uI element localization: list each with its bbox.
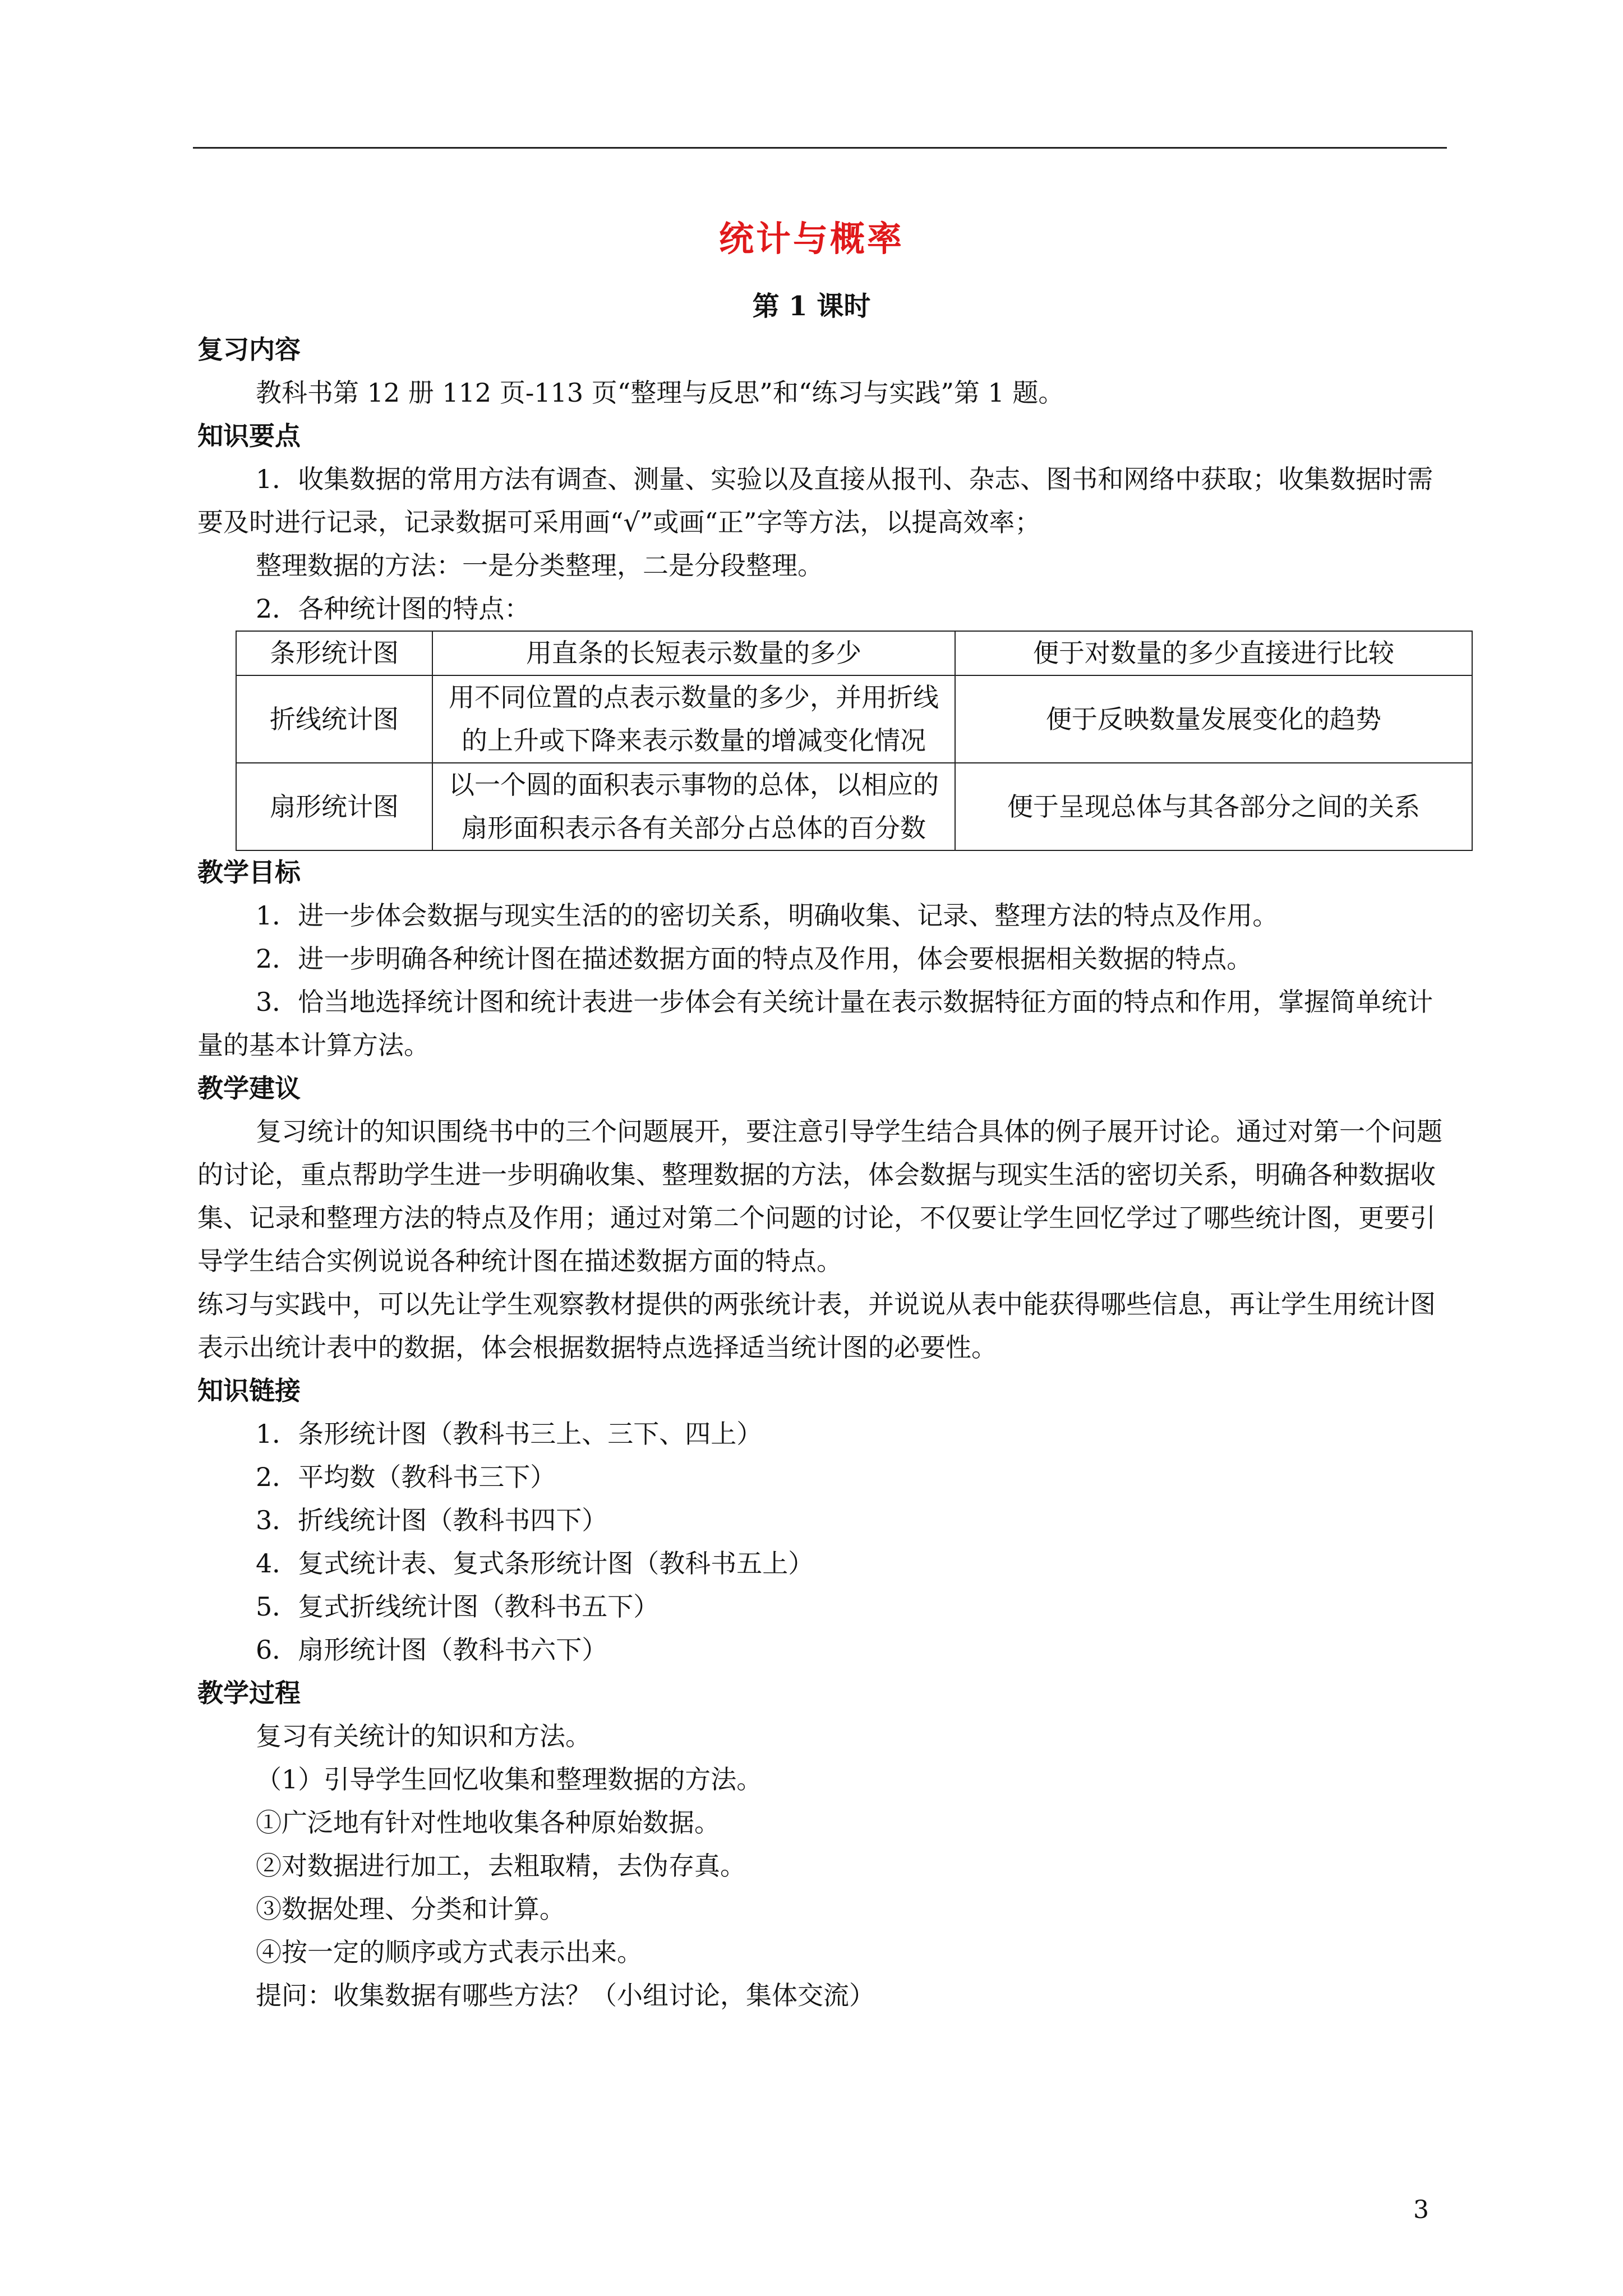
suggestions-paragraph-1: 复习统计的知识围绕书中的三个问题展开，要注意引导学生结合具体的例子展开讨论。通过对第一个问题的讨论，重点帮助学生进一步明确收集、整理数据的方法，体会数据与现实生活的密切关系，明确各种数据收集、记录和整理方法的特点及作用；通过对第二个问题的讨论，不仅要让学生回忆学过了哪些统计图，更要引导学生结合实例说说各种统计图在描述数据方面的特点。 [197, 1116, 1442, 1276]
table-row [236, 631, 1472, 675]
list-item: 复习有关统计的知识和方法。 [256, 1721, 591, 1751]
table-cell: 扇形统计图 [236, 763, 432, 850]
list-item: 5．复式折线统计图（教科书五下） [256, 1591, 660, 1622]
table-row [236, 675, 1472, 763]
list-item: 提问：收集数据有哪些方法？（小组讨论，集体交流） [256, 1980, 875, 2010]
list-item: ③数据处理、分类和计算。 [256, 1894, 565, 1924]
list-item: ①广泛地有针对性地收集各种原始数据。 [256, 1807, 720, 1838]
list-item: 3．折线统计图（教科书四下） [256, 1505, 608, 1535]
table-row [236, 763, 1472, 850]
review-content-text: 教科书第 12 册 112 页-113 页“整理与反思”和“练习与实践”第 1 题。 [256, 378, 1064, 408]
heading-suggestions: 教学建议 [197, 1073, 301, 1103]
page-number: 3 [1413, 2196, 1429, 2224]
key-points-paragraph-3: 2．各种统计图的特点： [256, 593, 531, 624]
table-cell: 以一个圆的面积表示事物的总体，以相应的扇形面积表示各有关部分占总体的百分数 [432, 763, 955, 850]
list-item: 4．复式统计表、复式条形统计图（教科书五上） [256, 1548, 814, 1579]
table-cell: 便于对数量的多少直接进行比较 [955, 631, 1472, 675]
list-item: 6．扇形统计图（教科书六下） [256, 1635, 608, 1665]
list-item: ④按一定的顺序或方式表示出来。 [256, 1937, 643, 1967]
page-title: 统计与概率 [718, 218, 904, 259]
list-item: 1．条形统计图（教科书三上、三下、四上） [256, 1419, 763, 1449]
heading-objectives: 教学目标 [197, 857, 301, 887]
heading-process: 教学过程 [197, 1678, 301, 1708]
document-body [197, 328, 1446, 2017]
table-cell: 用不同位置的点表示数量的多少，并用折线的上升或下降来表示数量的增减变化情况 [432, 675, 955, 763]
list-item: ②对数据进行加工，去粗取精，去伪存真。 [256, 1851, 746, 1881]
suggestions-paragraph-2: 练习与实践中，可以先让学生观察教材提供的两张统计表，并说说从表中能获得哪些信息，再让学生用统计图表示出统计表中的数据，体会根据数据特点选择适当统计图的必要性。 [197, 1289, 1436, 1363]
list-item: （1）引导学生回忆收集和整理数据的方法。 [256, 1764, 763, 1795]
heading-review-content: 复习内容 [197, 334, 301, 365]
heading-links: 知识链接 [197, 1375, 301, 1406]
list-item: 2．平均数（教科书三下） [256, 1462, 556, 1492]
key-points-paragraph-2: 整理数据的方法：一是分类整理，二是分段整理。 [256, 550, 823, 581]
header-rule [193, 147, 1447, 149]
table-cell: 便于呈现总体与其各部分之间的关系 [955, 763, 1472, 850]
list-item: 3．恰当地选择统计图和统计表进一步体会有关统计量在表示数据特征方面的特点和作用，掌握简单统计量的基本计算方法。 [197, 987, 1433, 1060]
heading-key-points: 知识要点 [197, 421, 301, 451]
table-cell: 便于反映数量发展变化的趋势 [955, 675, 1472, 763]
lesson-subtitle: 第 1 课时 [752, 291, 871, 322]
key-points-paragraph-1: 1．收集数据的常用方法有调查、测量、实验以及直接从报刊、杂志、图书和网络中获取；收集数据时需要及时进行记录，记录数据可采用画“√”或画“正”字等方法，以提高效率； [197, 464, 1433, 537]
chart-features-table [236, 631, 1473, 851]
table-cell: 折线统计图 [236, 675, 432, 763]
table-cell: 条形统计图 [236, 631, 432, 675]
table-cell: 用直条的长短表示数量的多少 [432, 631, 955, 675]
list-item: 1．进一步体会数据与现实生活的的密切关系，明确收集、记录、整理方法的特点及作用。 [256, 900, 1279, 931]
list-item: 2．进一步明确各种统计图在描述数据方面的特点及作用，体会要根据相关数据的特点。 [256, 944, 1253, 974]
